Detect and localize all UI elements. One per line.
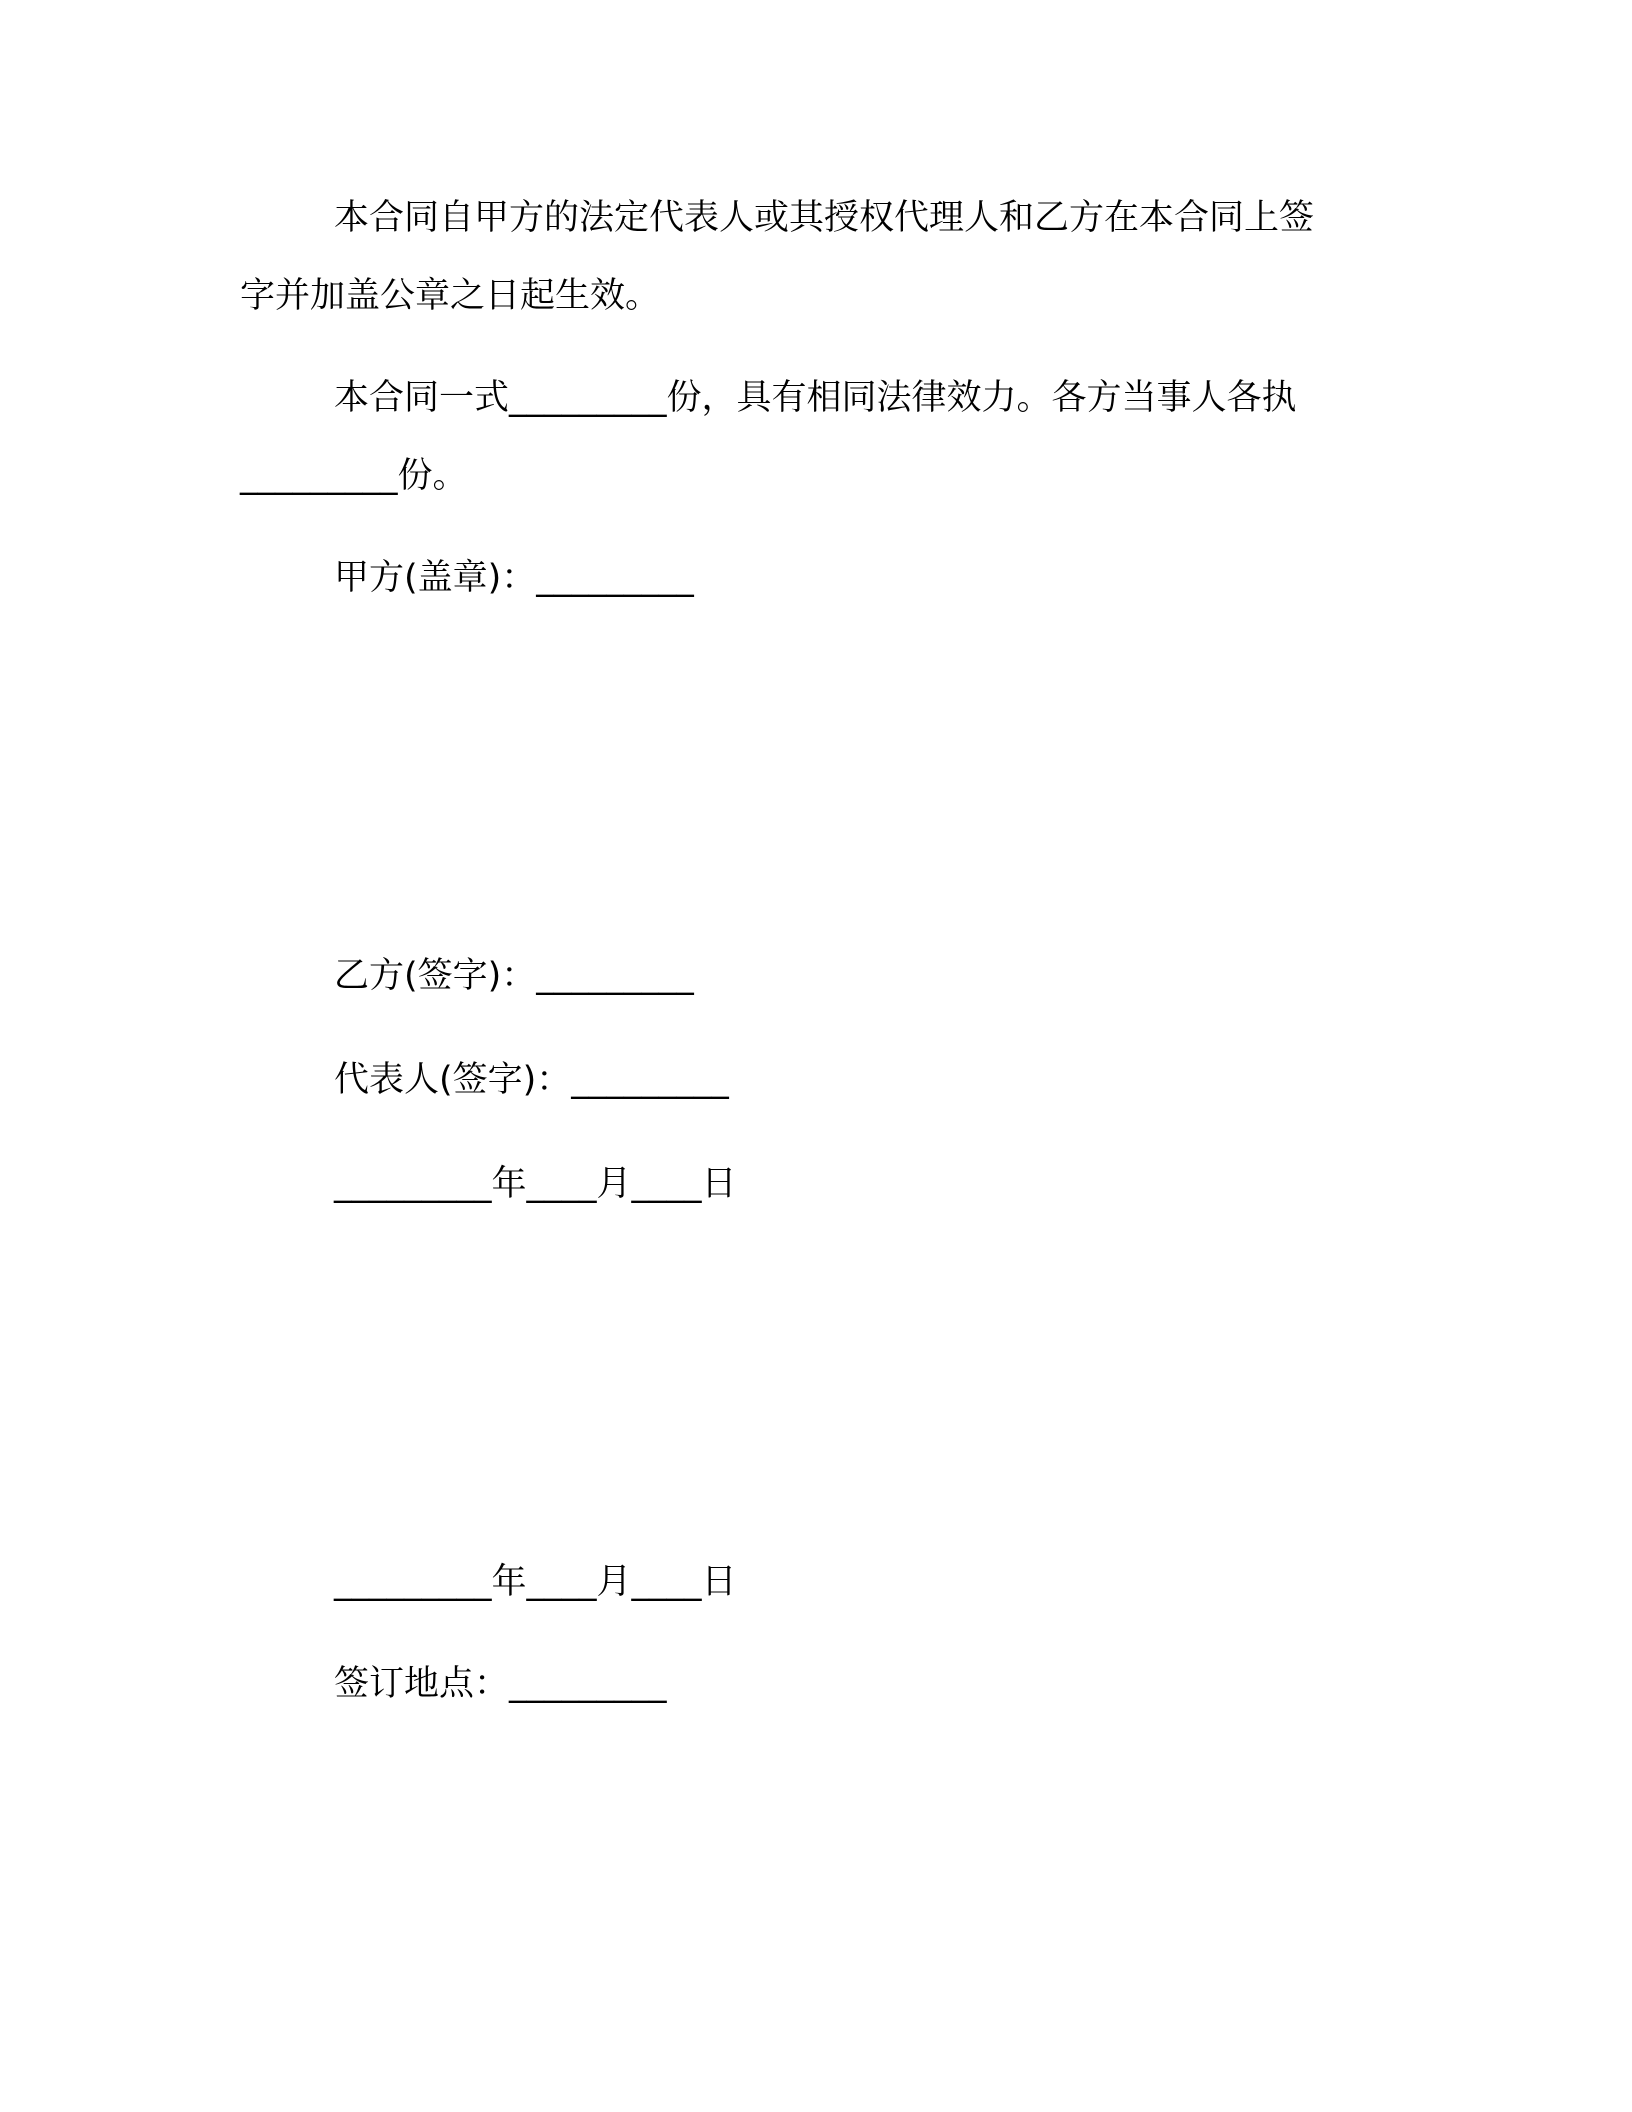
copies-clause-line-2: _________份。 (240, 456, 468, 496)
date-field-1: _________年____月____日 (334, 1164, 737, 1204)
copies-clause-line-1: 本合同一式_________份，具有相同法律效力。各方当事人各执 (334, 378, 1297, 418)
party-b-signature-field: 乙方(签字)：_________ (334, 956, 694, 996)
representative-signature-field: 代表人(签字)：_________ (334, 1060, 729, 1100)
effective-clause-line-1: 本合同自甲方的法定代表人或其授权代理人和乙方在本合同上签 (334, 198, 1315, 238)
party-a-seal-field: 甲方(盖章)：_________ (334, 558, 694, 598)
effective-clause-line-2: 字并加盖公章之日起生效。 (240, 276, 661, 316)
date-field-2: _________年____月____日 (334, 1562, 737, 1602)
signing-place-field: 签订地点：_________ (334, 1664, 667, 1704)
